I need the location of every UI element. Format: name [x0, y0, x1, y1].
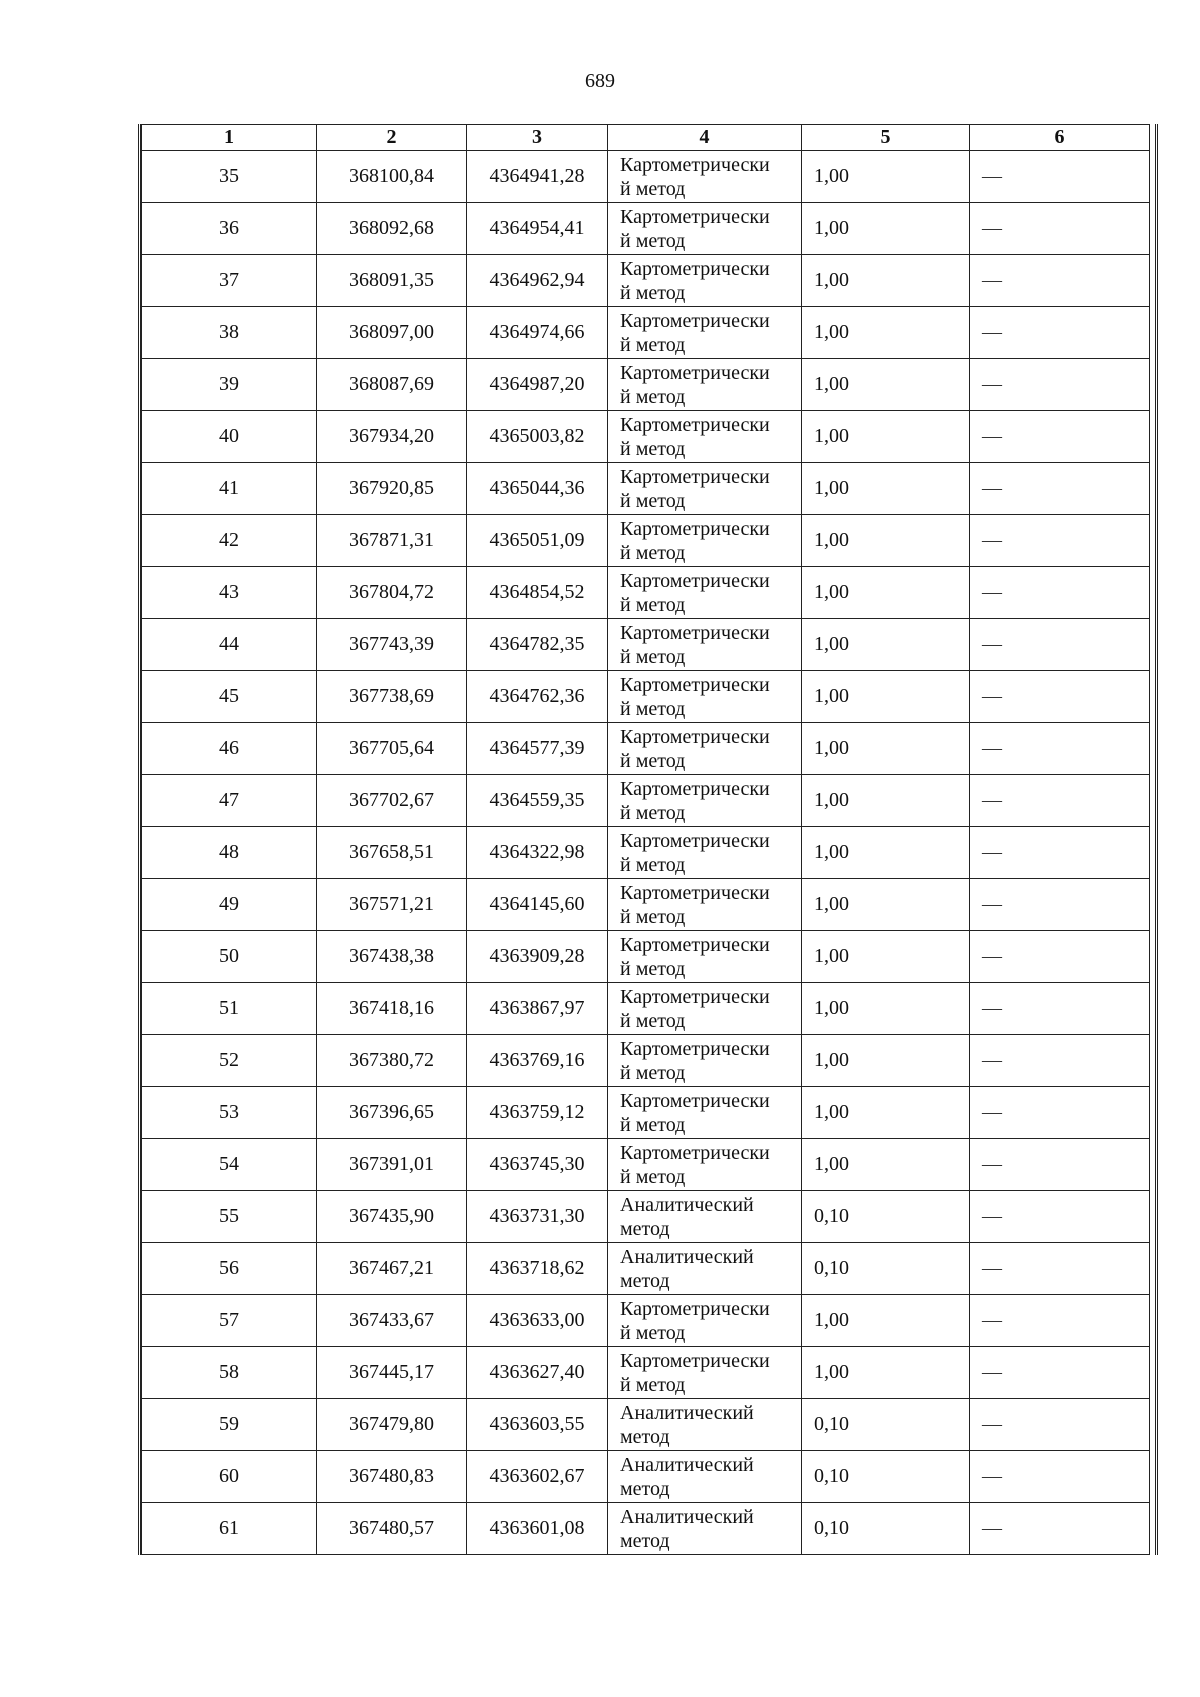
- point-number-cell: 60: [142, 1451, 317, 1503]
- accuracy-cell: 0,10: [802, 1399, 970, 1451]
- point-number-cell: 49: [142, 879, 317, 931]
- accuracy-cell: 1,00: [802, 1347, 970, 1399]
- method-cell: Аналитический метод: [608, 1243, 802, 1295]
- point-number-cell: 39: [142, 359, 317, 411]
- y-coordinate-cell: 4364854,52: [467, 567, 608, 619]
- table-row: [142, 1295, 1150, 1347]
- method-cell: Картометрически й метод: [608, 1347, 802, 1399]
- x-coordinate-cell: 367433,67: [317, 1295, 467, 1347]
- accuracy-cell: 1,00: [802, 671, 970, 723]
- method-cell: Картометрически й метод: [608, 723, 802, 775]
- method-cell: Картометрически й метод: [608, 1087, 802, 1139]
- accuracy-cell: 0,10: [802, 1503, 970, 1555]
- method-cell: Картометрически й метод: [608, 931, 802, 983]
- table-row: [142, 359, 1150, 411]
- y-coordinate-cell: 4363602,67: [467, 1451, 608, 1503]
- y-coordinate-cell: 4364145,60: [467, 879, 608, 931]
- accuracy-cell: 1,00: [802, 203, 970, 255]
- description-cell: —: [970, 723, 1150, 775]
- point-number-cell: 44: [142, 619, 317, 671]
- x-coordinate-cell: 367480,83: [317, 1451, 467, 1503]
- table-row: [142, 151, 1150, 203]
- method-cell: Картометрически й метод: [608, 463, 802, 515]
- table-row: [142, 671, 1150, 723]
- y-coordinate-cell: 4364559,35: [467, 775, 608, 827]
- description-cell: —: [970, 463, 1150, 515]
- x-coordinate-cell: 367934,20: [317, 411, 467, 463]
- point-number-cell: 45: [142, 671, 317, 723]
- description-cell: —: [970, 307, 1150, 359]
- header-cell-4: 4: [608, 125, 802, 151]
- accuracy-cell: 1,00: [802, 827, 970, 879]
- x-coordinate-cell: 367418,16: [317, 983, 467, 1035]
- accuracy-cell: 1,00: [802, 307, 970, 359]
- description-cell: —: [970, 359, 1150, 411]
- description-cell: —: [970, 1035, 1150, 1087]
- header-cell-2: 2: [317, 125, 467, 151]
- x-coordinate-cell: 368100,84: [317, 151, 467, 203]
- y-coordinate-cell: 4363633,00: [467, 1295, 608, 1347]
- y-coordinate-cell: 4363601,08: [467, 1503, 608, 1555]
- accuracy-cell: 1,00: [802, 463, 970, 515]
- accuracy-cell: 1,00: [802, 411, 970, 463]
- method-cell: Картометрически й метод: [608, 619, 802, 671]
- description-cell: —: [970, 931, 1150, 983]
- x-coordinate-cell: 367658,51: [317, 827, 467, 879]
- description-cell: —: [970, 151, 1150, 203]
- table-row: [142, 775, 1150, 827]
- description-cell: —: [970, 983, 1150, 1035]
- accuracy-cell: 1,00: [802, 151, 970, 203]
- method-cell: Картометрически й метод: [608, 983, 802, 1035]
- y-coordinate-cell: 4364974,66: [467, 307, 608, 359]
- method-cell: Картометрически й метод: [608, 1139, 802, 1191]
- header-cell-1: 1: [142, 125, 317, 151]
- point-number-cell: 48: [142, 827, 317, 879]
- x-coordinate-cell: 367438,38: [317, 931, 467, 983]
- table-row: [142, 1347, 1150, 1399]
- table-row: [142, 1035, 1150, 1087]
- y-coordinate-cell: 4363745,30: [467, 1139, 608, 1191]
- accuracy-cell: 0,10: [802, 1191, 970, 1243]
- table-row: [142, 203, 1150, 255]
- point-number-cell: 54: [142, 1139, 317, 1191]
- point-number-cell: 41: [142, 463, 317, 515]
- table-row: [142, 1399, 1150, 1451]
- y-coordinate-cell: 4365003,82: [467, 411, 608, 463]
- x-coordinate-cell: 367391,01: [317, 1139, 467, 1191]
- accuracy-cell: 1,00: [802, 879, 970, 931]
- point-number-cell: 57: [142, 1295, 317, 1347]
- description-cell: —: [970, 1139, 1150, 1191]
- y-coordinate-cell: 4364322,98: [467, 827, 608, 879]
- description-cell: —: [970, 255, 1150, 307]
- x-coordinate-cell: 367571,21: [317, 879, 467, 931]
- description-cell: —: [970, 671, 1150, 723]
- method-cell: Картометрически й метод: [608, 255, 802, 307]
- point-number-cell: 51: [142, 983, 317, 1035]
- table-row: [142, 1191, 1150, 1243]
- accuracy-cell: 1,00: [802, 775, 970, 827]
- coordinates-table-frame: [138, 124, 1158, 1555]
- point-number-cell: 38: [142, 307, 317, 359]
- x-coordinate-cell: 367479,80: [317, 1399, 467, 1451]
- accuracy-cell: 1,00: [802, 723, 970, 775]
- x-coordinate-cell: 367871,31: [317, 515, 467, 567]
- point-number-cell: 35: [142, 151, 317, 203]
- header-cell-3: 3: [467, 125, 608, 151]
- coordinates-table: [141, 124, 1150, 1555]
- method-cell: Картометрически й метод: [608, 827, 802, 879]
- point-number-cell: 43: [142, 567, 317, 619]
- x-coordinate-cell: 368091,35: [317, 255, 467, 307]
- y-coordinate-cell: 4364577,39: [467, 723, 608, 775]
- method-cell: Картометрически й метод: [608, 411, 802, 463]
- method-cell: Картометрически й метод: [608, 1035, 802, 1087]
- table-row: [142, 723, 1150, 775]
- y-coordinate-cell: 4364941,28: [467, 151, 608, 203]
- point-number-cell: 59: [142, 1399, 317, 1451]
- table-row: [142, 1139, 1150, 1191]
- table-row: [142, 1087, 1150, 1139]
- table-row: [142, 931, 1150, 983]
- header-cell-5: 5: [802, 125, 970, 151]
- y-coordinate-cell: 4363909,28: [467, 931, 608, 983]
- table-row: [142, 1451, 1150, 1503]
- accuracy-cell: 0,10: [802, 1451, 970, 1503]
- description-cell: —: [970, 1503, 1150, 1555]
- accuracy-cell: 1,00: [802, 567, 970, 619]
- y-coordinate-cell: 4363769,16: [467, 1035, 608, 1087]
- x-coordinate-cell: 367467,21: [317, 1243, 467, 1295]
- description-cell: —: [970, 515, 1150, 567]
- accuracy-cell: 1,00: [802, 359, 970, 411]
- table-body: [142, 151, 1150, 1555]
- table-row: [142, 1503, 1150, 1555]
- x-coordinate-cell: 367435,90: [317, 1191, 467, 1243]
- description-cell: —: [970, 1087, 1150, 1139]
- accuracy-cell: 1,00: [802, 1295, 970, 1347]
- accuracy-cell: 1,00: [802, 1035, 970, 1087]
- table-row: [142, 1243, 1150, 1295]
- point-number-cell: 50: [142, 931, 317, 983]
- x-coordinate-cell: 367480,57: [317, 1503, 467, 1555]
- x-coordinate-cell: 367804,72: [317, 567, 467, 619]
- method-cell: Картометрически й метод: [608, 567, 802, 619]
- method-cell: Аналитический метод: [608, 1451, 802, 1503]
- method-cell: Картометрически й метод: [608, 151, 802, 203]
- point-number-cell: 53: [142, 1087, 317, 1139]
- y-coordinate-cell: 4364954,41: [467, 203, 608, 255]
- accuracy-cell: 1,00: [802, 983, 970, 1035]
- method-cell: Картометрически й метод: [608, 1295, 802, 1347]
- y-coordinate-cell: 4364987,20: [467, 359, 608, 411]
- y-coordinate-cell: 4363627,40: [467, 1347, 608, 1399]
- y-coordinate-cell: 4363731,30: [467, 1191, 608, 1243]
- description-cell: —: [970, 1295, 1150, 1347]
- accuracy-cell: 1,00: [802, 515, 970, 567]
- method-cell: Картометрически й метод: [608, 671, 802, 723]
- table-row: [142, 255, 1150, 307]
- description-cell: —: [970, 1243, 1150, 1295]
- x-coordinate-cell: 367702,67: [317, 775, 467, 827]
- x-coordinate-cell: 367738,69: [317, 671, 467, 723]
- y-coordinate-cell: 4363603,55: [467, 1399, 608, 1451]
- table-row: [142, 515, 1150, 567]
- point-number-cell: 40: [142, 411, 317, 463]
- method-cell: Аналитический метод: [608, 1191, 802, 1243]
- accuracy-cell: 1,00: [802, 931, 970, 983]
- x-coordinate-cell: 367920,85: [317, 463, 467, 515]
- y-coordinate-cell: 4363759,12: [467, 1087, 608, 1139]
- description-cell: —: [970, 203, 1150, 255]
- accuracy-cell: 1,00: [802, 1087, 970, 1139]
- method-cell: Картометрически й метод: [608, 515, 802, 567]
- method-cell: Картометрически й метод: [608, 879, 802, 931]
- x-coordinate-cell: 368087,69: [317, 359, 467, 411]
- method-cell: Аналитический метод: [608, 1399, 802, 1451]
- y-coordinate-cell: 4363718,62: [467, 1243, 608, 1295]
- x-coordinate-cell: 367705,64: [317, 723, 467, 775]
- point-number-cell: 56: [142, 1243, 317, 1295]
- x-coordinate-cell: 368092,68: [317, 203, 467, 255]
- method-cell: Аналитический метод: [608, 1503, 802, 1555]
- point-number-cell: 52: [142, 1035, 317, 1087]
- method-cell: Картометрически й метод: [608, 307, 802, 359]
- method-cell: Картометрически й метод: [608, 775, 802, 827]
- point-number-cell: 36: [142, 203, 317, 255]
- point-number-cell: 42: [142, 515, 317, 567]
- description-cell: —: [970, 827, 1150, 879]
- x-coordinate-cell: 367445,17: [317, 1347, 467, 1399]
- description-cell: —: [970, 1191, 1150, 1243]
- header-cell-6: 6: [970, 125, 1150, 151]
- table-row: [142, 567, 1150, 619]
- table-row: [142, 619, 1150, 671]
- point-number-cell: 58: [142, 1347, 317, 1399]
- point-number-cell: 55: [142, 1191, 317, 1243]
- x-coordinate-cell: 368097,00: [317, 307, 467, 359]
- accuracy-cell: 1,00: [802, 255, 970, 307]
- table-row: [142, 463, 1150, 515]
- y-coordinate-cell: 4365044,36: [467, 463, 608, 515]
- point-number-cell: 37: [142, 255, 317, 307]
- x-coordinate-cell: 367380,72: [317, 1035, 467, 1087]
- y-coordinate-cell: 4363867,97: [467, 983, 608, 1035]
- accuracy-cell: 1,00: [802, 1139, 970, 1191]
- accuracy-cell: 1,00: [802, 619, 970, 671]
- description-cell: —: [970, 1451, 1150, 1503]
- point-number-cell: 61: [142, 1503, 317, 1555]
- header-row: [142, 125, 1150, 151]
- point-number-cell: 47: [142, 775, 317, 827]
- y-coordinate-cell: 4364762,36: [467, 671, 608, 723]
- table-row: [142, 827, 1150, 879]
- description-cell: —: [970, 879, 1150, 931]
- description-cell: —: [970, 1399, 1150, 1451]
- table-row: [142, 307, 1150, 359]
- x-coordinate-cell: 367396,65: [317, 1087, 467, 1139]
- description-cell: —: [970, 775, 1150, 827]
- description-cell: —: [970, 1347, 1150, 1399]
- page-number: 689: [585, 70, 615, 92]
- x-coordinate-cell: 367743,39: [317, 619, 467, 671]
- description-cell: —: [970, 411, 1150, 463]
- accuracy-cell: 0,10: [802, 1243, 970, 1295]
- y-coordinate-cell: 4364962,94: [467, 255, 608, 307]
- y-coordinate-cell: 4364782,35: [467, 619, 608, 671]
- method-cell: Картометрически й метод: [608, 203, 802, 255]
- table-row: [142, 411, 1150, 463]
- y-coordinate-cell: 4365051,09: [467, 515, 608, 567]
- description-cell: —: [970, 567, 1150, 619]
- description-cell: —: [970, 619, 1150, 671]
- point-number-cell: 46: [142, 723, 317, 775]
- table-row: [142, 879, 1150, 931]
- method-cell: Картометрически й метод: [608, 359, 802, 411]
- table-row: [142, 983, 1150, 1035]
